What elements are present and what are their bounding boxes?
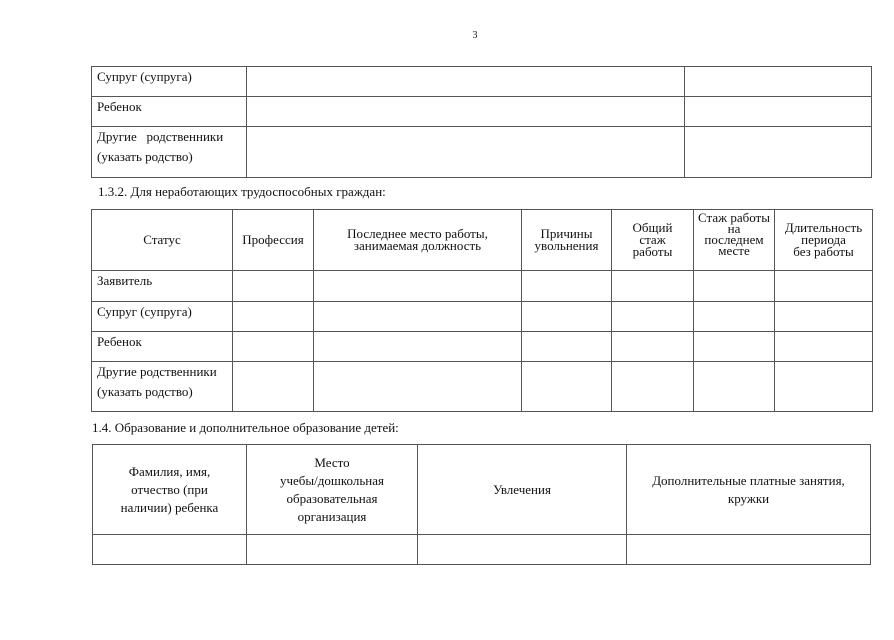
table-cell[interactable] bbox=[775, 271, 873, 302]
row-label-applicant: Заявитель bbox=[92, 271, 233, 302]
table-cell[interactable] bbox=[775, 302, 873, 332]
column-header-status: Статус bbox=[92, 210, 233, 271]
header-line: месте bbox=[718, 243, 750, 258]
header-line: стаж bbox=[639, 232, 666, 247]
table-cell[interactable] bbox=[612, 332, 694, 362]
row-label-spouse: Супруг (супруга) bbox=[92, 67, 247, 97]
table-row bbox=[93, 535, 871, 565]
table-cell[interactable] bbox=[775, 362, 873, 412]
header-line: Общий bbox=[632, 220, 673, 235]
table-row bbox=[92, 302, 873, 332]
header-line: без работы bbox=[793, 244, 854, 259]
table-cell[interactable] bbox=[522, 332, 612, 362]
family-table-continued bbox=[91, 66, 872, 178]
section-heading-1-3-2: 1.3.2. Для неработающих трудоспособных граждан: bbox=[98, 184, 386, 199]
table-cell[interactable] bbox=[612, 362, 694, 412]
column-header-school bbox=[247, 445, 418, 535]
row-label-line: Другие родственники bbox=[97, 364, 217, 379]
page-number: 3 bbox=[472, 30, 478, 41]
table-cell[interactable] bbox=[685, 127, 872, 178]
row-label-child: Ребенок bbox=[92, 97, 247, 127]
header-line: Последнее место работы, bbox=[347, 226, 488, 241]
section-heading-1-4: 1.4. Образование и дополнительное образование детей: bbox=[92, 420, 399, 435]
table-row bbox=[92, 97, 872, 127]
row-label-line: (указать родство) bbox=[97, 384, 193, 399]
header-line: периода bbox=[801, 232, 846, 247]
table-cell[interactable] bbox=[612, 302, 694, 332]
table-cell[interactable] bbox=[522, 302, 612, 332]
column-header-hobbies: Увлечения bbox=[418, 445, 627, 535]
table-cell[interactable] bbox=[233, 302, 314, 332]
row-label-line: (указать родство) bbox=[97, 149, 193, 164]
row-label-other-relatives bbox=[92, 127, 247, 178]
table-cell[interactable] bbox=[314, 332, 522, 362]
header-line: занимаемая должность bbox=[353, 238, 482, 253]
column-header-unemployment-period bbox=[775, 210, 873, 271]
table-cell[interactable] bbox=[694, 362, 775, 412]
column-header-profession: Профессия bbox=[233, 210, 314, 271]
header-line: Место bbox=[314, 454, 350, 470]
table-cell[interactable] bbox=[694, 302, 775, 332]
table-row bbox=[92, 362, 873, 412]
table-row bbox=[92, 127, 872, 178]
table-cell[interactable] bbox=[685, 97, 872, 127]
header-line: образовательная bbox=[286, 490, 378, 506]
table-cell[interactable] bbox=[694, 332, 775, 362]
table-cell[interactable] bbox=[775, 332, 873, 362]
table-cell[interactable] bbox=[418, 535, 627, 565]
header-line: Дополнительные платные занятия, bbox=[652, 472, 845, 488]
table-cell[interactable] bbox=[233, 332, 314, 362]
table-cell[interactable] bbox=[627, 535, 871, 565]
table-cell[interactable] bbox=[685, 67, 872, 97]
column-header-dismissal-reasons bbox=[522, 210, 612, 271]
header-line: на bbox=[727, 221, 741, 236]
table-row bbox=[92, 332, 873, 362]
column-header-last-job bbox=[314, 210, 522, 271]
table-cell[interactable] bbox=[314, 302, 522, 332]
column-header-child-name bbox=[93, 445, 247, 535]
header-line: Длительность bbox=[784, 220, 863, 235]
column-header-total-experience bbox=[612, 210, 694, 271]
header-line: Причины bbox=[540, 226, 593, 241]
table-cell[interactable] bbox=[314, 362, 522, 412]
header-line: кружки bbox=[727, 490, 770, 506]
header-line: Фамилия, имя, bbox=[128, 463, 211, 479]
table-cell[interactable] bbox=[247, 97, 685, 127]
table-cell[interactable] bbox=[93, 535, 247, 565]
row-label-child: Ребенок bbox=[92, 332, 233, 362]
table-cell[interactable] bbox=[247, 67, 685, 97]
table-cell[interactable] bbox=[247, 127, 685, 178]
table-cell[interactable] bbox=[612, 271, 694, 302]
row-label-line: Другие родственники bbox=[97, 129, 224, 144]
table-row bbox=[92, 67, 872, 97]
header-line: учебы/дошкольная bbox=[280, 472, 384, 488]
table-cell[interactable] bbox=[247, 535, 418, 565]
header-line: последнем bbox=[704, 232, 764, 247]
header-line: увольнения bbox=[534, 238, 599, 253]
header-line: наличии) ребенка bbox=[120, 499, 219, 515]
header-line: отчество (при bbox=[131, 481, 208, 497]
column-header-last-place-experience bbox=[694, 210, 775, 271]
table-row bbox=[92, 271, 873, 302]
table-header-row bbox=[92, 210, 873, 271]
table-cell[interactable] bbox=[233, 271, 314, 302]
table-cell[interactable] bbox=[233, 362, 314, 412]
row-label-spouse: Супруг (супруга) bbox=[92, 302, 233, 332]
header-line: организация bbox=[297, 508, 367, 524]
table-cell[interactable] bbox=[522, 362, 612, 412]
table-cell[interactable] bbox=[694, 271, 775, 302]
table-header-row bbox=[93, 445, 871, 535]
unemployed-citizens-table bbox=[91, 209, 873, 412]
header-line: Стаж работы bbox=[698, 210, 770, 225]
table-cell[interactable] bbox=[522, 271, 612, 302]
row-label-other-relatives bbox=[92, 362, 233, 412]
table-cell[interactable] bbox=[314, 271, 522, 302]
header-line: работы bbox=[632, 244, 673, 259]
column-header-paid-classes bbox=[627, 445, 871, 535]
children-education-table bbox=[92, 444, 871, 565]
